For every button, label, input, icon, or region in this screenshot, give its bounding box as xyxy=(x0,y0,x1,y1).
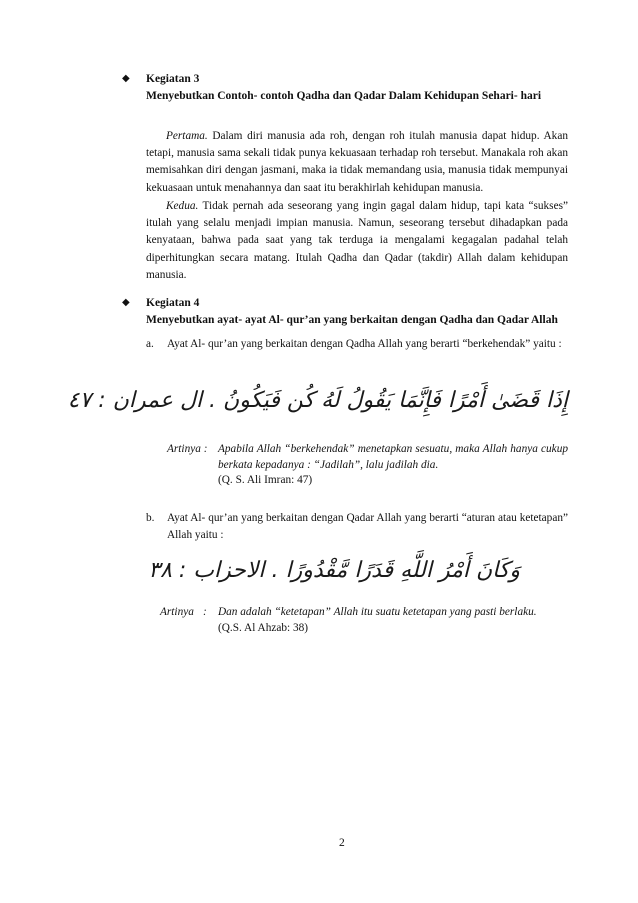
kegiatan-3-title: Kegiatan 3 xyxy=(146,73,200,85)
paragraph-lead: Kedua. xyxy=(166,200,199,212)
artinya-text-b: Dan adalah “ketetapan” Allah itu suatu ketetapan yang pasti berlaku. xyxy=(218,606,537,618)
list-marker-b: b. xyxy=(146,512,155,524)
paragraph-text: Dalam diri manusia ada roh, dengan roh itulah manusia dapat hidup. Akan tetapi, manusia sama sekali tidak punya kekuasaan terhadap roh tersebut. Manakala roh akan memisahkan diri dengan jasmani, maka ia tidak memandang usia, manusia tidak mempunyai kekuasaan untuk menahannya dan saat itu berakhirlah kehidupan manusia. xyxy=(146,130,568,194)
bullet-icon: ◆ xyxy=(122,297,130,308)
item-a-text: Ayat Al- qur’an yang berkaitan dengan Qadha Allah yang berarti “berkehendak” yaitu : xyxy=(167,338,562,350)
arabic-verse-al-ahzab: وَكَانَ أَمْرُ اللَّهِ قَدَرًا مَّقْدُورًا . الاحزاب : ٣٨ xyxy=(148,558,520,583)
paragraph-text: Tidak pernah ada seseorang yang ingin gagal dalam hidup, tapi kata “sukses” itulah yang selalu menjadi impian manusia. Namun, seseorang tersebut dihadapkan pada kenyataan, bahwa pada saat yang tak terduga ia mengalami kegagalan padahal telah diperhitungkan secara matang. Itulah Qadha dan Qadar (takdir) Allah dalam kehidupan manusia. xyxy=(146,200,568,281)
kegiatan-4-title: Kegiatan 4 xyxy=(146,297,200,309)
paragraph-kedua xyxy=(146,198,568,284)
bullet-icon: ◆ xyxy=(122,73,130,84)
verse-reference-a: (Q. S. Ali Imran: 47) xyxy=(218,474,313,486)
paragraph-pertama xyxy=(146,128,568,197)
artinya-colon-b: : xyxy=(203,606,207,618)
list-marker-a: a. xyxy=(146,338,154,350)
paragraph-lead: Pertama. xyxy=(166,130,208,142)
artinya-label-a: Artinya : xyxy=(167,443,208,455)
item-b-text: Ayat Al- qur’an yang berkaitan dengan Qadar Allah yang berarti “aturan atau ketetapan” Allah yaitu : xyxy=(167,512,568,542)
page-number: 2 xyxy=(339,837,345,849)
arabic-verse-ali-imran: إِذَا قَضَىٰ أَمْرًا فَإِنَّمَا يَقُولُ لَهُ كُن فَيَكُونُ . ال عمران : ٤٧ xyxy=(67,388,568,413)
artinya-text-a: Apabila Allah “berkehendak” menetapkan sesuatu, maka Allah hanya cukup berkata kepadanya : “Jadilah”, lalu jadilah dia. xyxy=(218,443,568,471)
kegiatan-4-subtitle: Menyebutkan ayat- ayat Al- qur’an yang berkaitan dengan Qadha dan Qadar Allah xyxy=(146,314,558,326)
verse-reference-b: (Q.S. Al Ahzab: 38) xyxy=(218,622,309,634)
kegiatan-3-subtitle: Menyebutkan Contoh- contoh Qadha dan Qadar Dalam Kehidupan Sehari- hari xyxy=(146,90,542,102)
artinya-label-b: Artinya xyxy=(160,606,194,618)
